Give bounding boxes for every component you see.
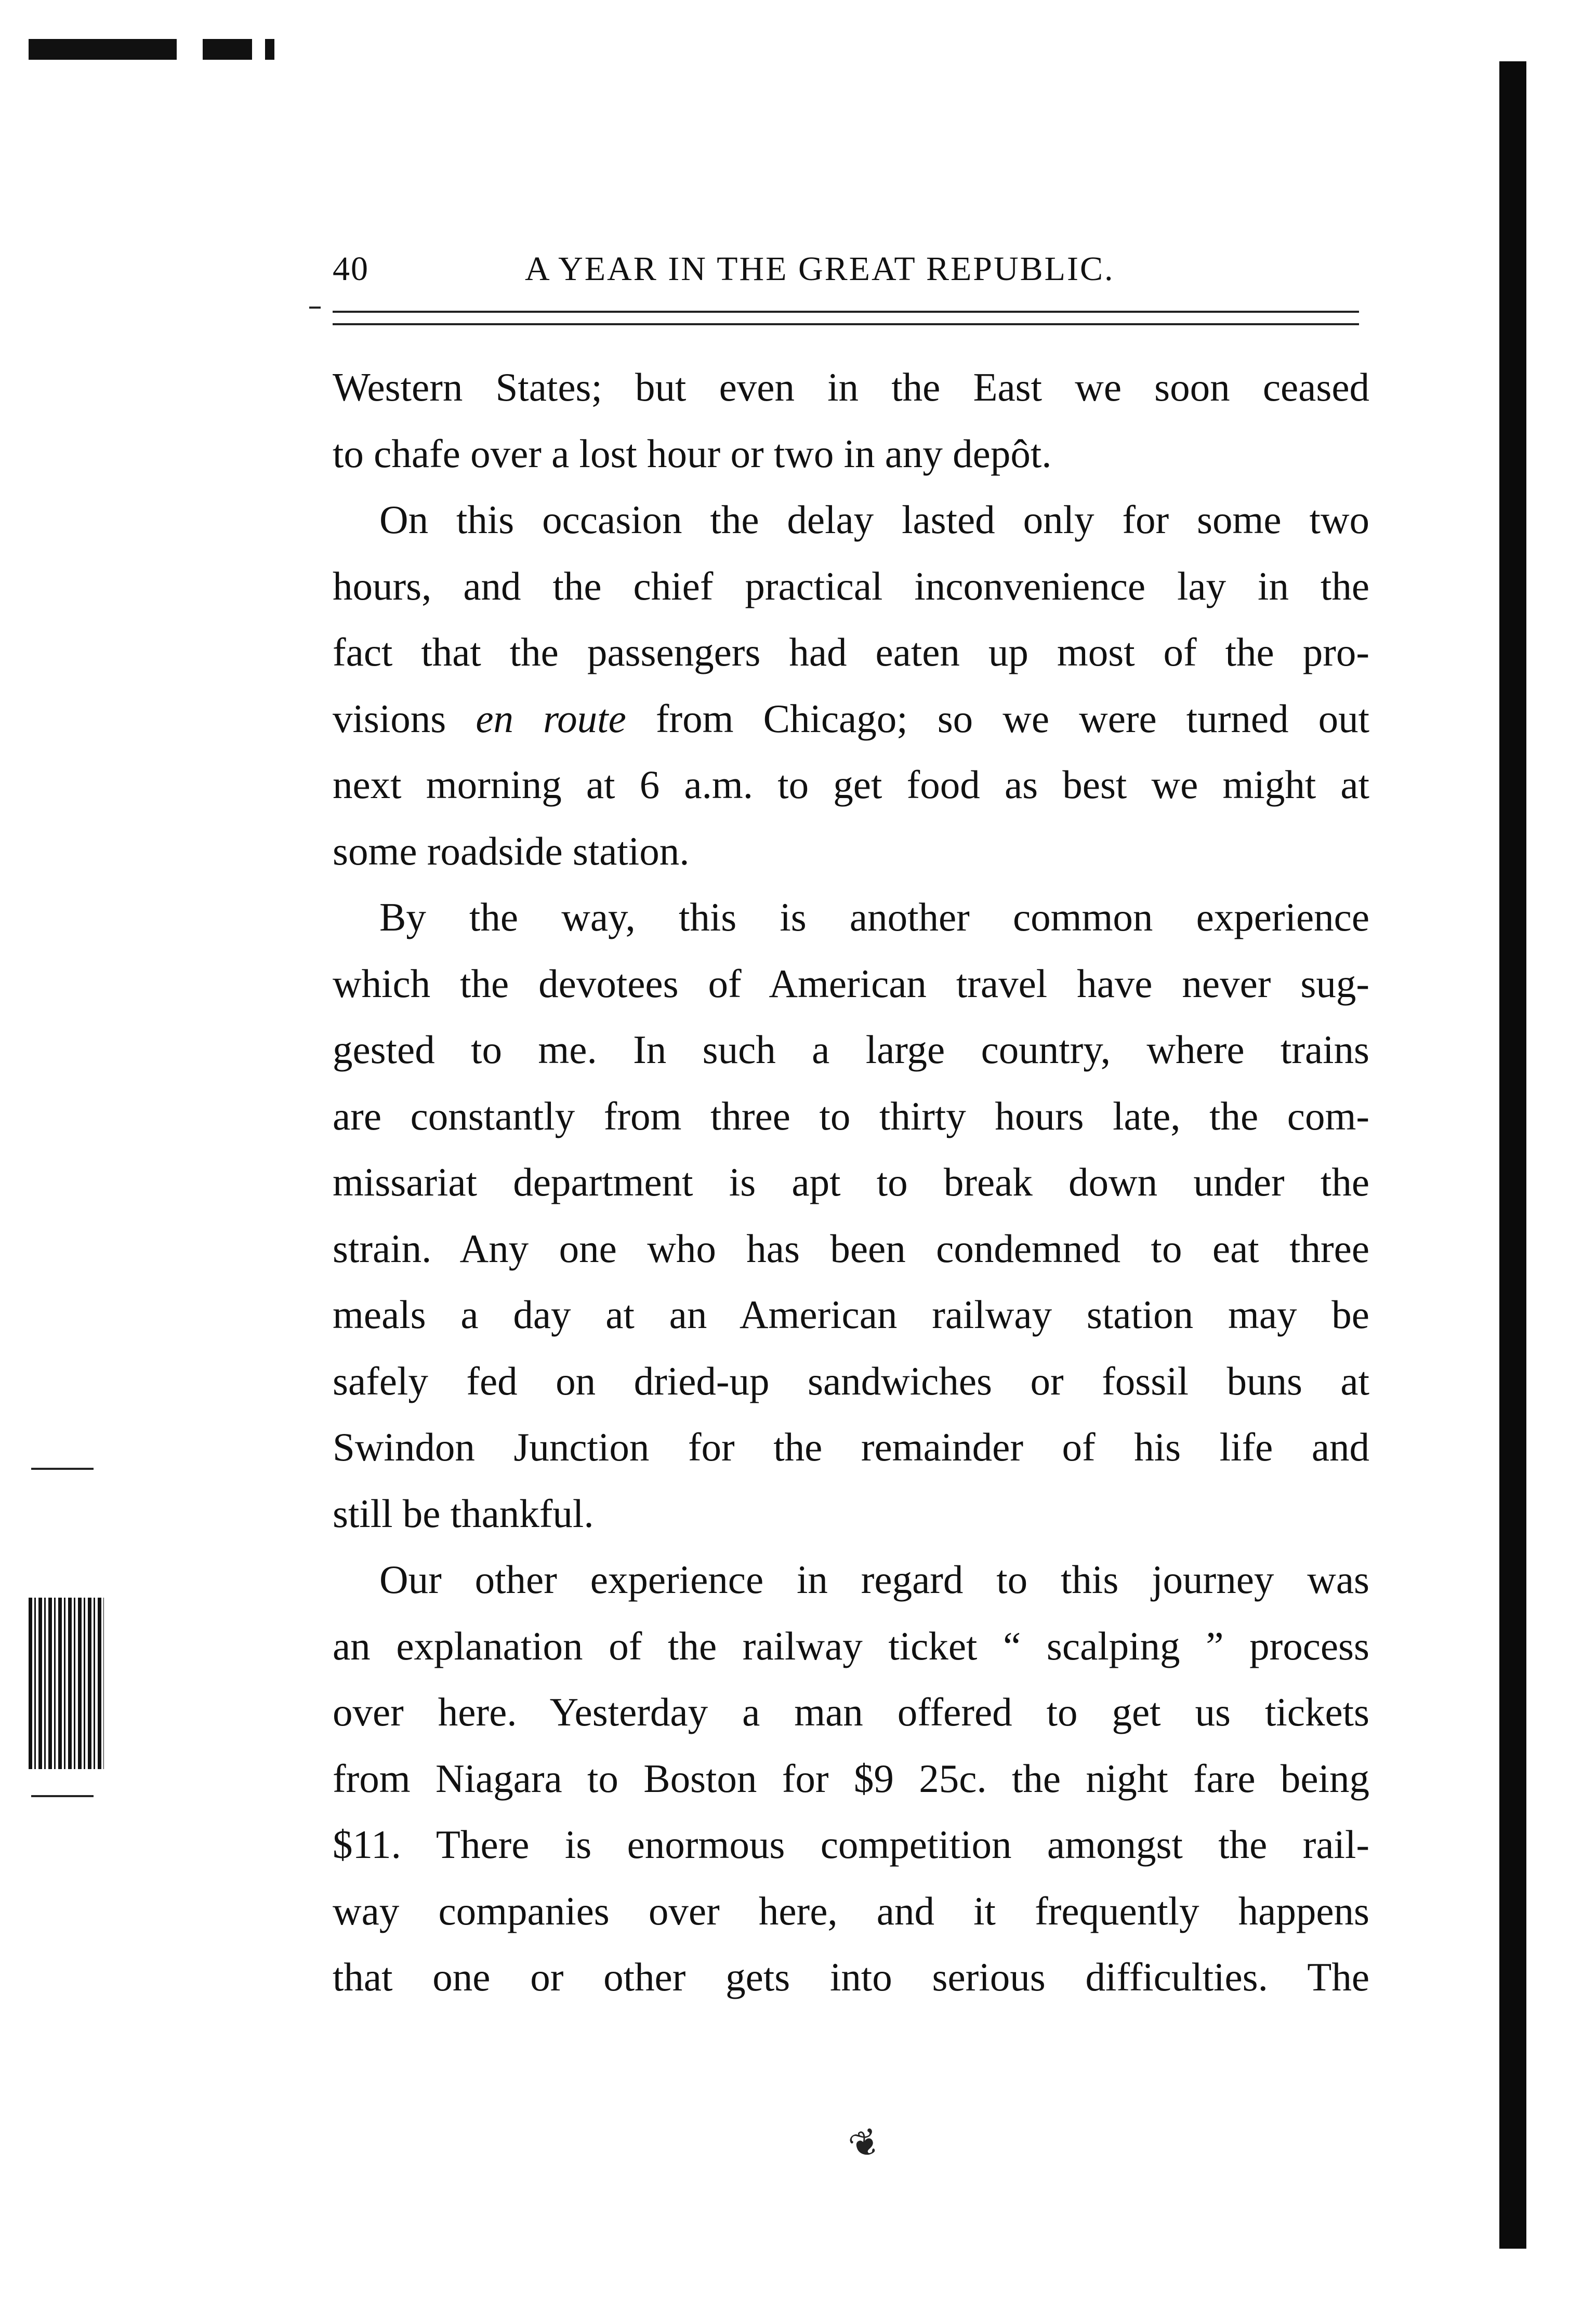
text-line: from Niagara to Boston for $9 25c. the night fare being bbox=[333, 1756, 1369, 1801]
italic-phrase: en route bbox=[476, 696, 626, 741]
page-number: 40 bbox=[333, 250, 369, 288]
text-line: an explanation of the railway ticket “ scalping ” process bbox=[333, 1623, 1369, 1668]
text-line: are constantly from three to thirty hours late, the com- bbox=[333, 1093, 1369, 1138]
text-line: missariat department is apt to break down under the bbox=[333, 1160, 1369, 1204]
margin-tick bbox=[309, 307, 321, 309]
text-line: On this occasion the delay lasted only for some two bbox=[379, 497, 1369, 542]
scan-mark-top-left-3 bbox=[265, 39, 274, 60]
scan-mark-top-left-2 bbox=[203, 39, 252, 60]
text-line bbox=[333, 686, 1369, 752]
text-line: Western States; but even in the East we soon ceased bbox=[333, 365, 1369, 409]
header-rule-top bbox=[333, 311, 1359, 313]
margin-tick bbox=[31, 1795, 94, 1797]
text-line: By the way, this is another common experience bbox=[379, 895, 1369, 939]
margin-tick bbox=[31, 1468, 94, 1470]
text-line: that one or other gets into serious difficulties. The bbox=[333, 1955, 1369, 1999]
body-text bbox=[333, 354, 1369, 2011]
text-line: strain. Any one who has been condemned to eat three bbox=[333, 1226, 1369, 1271]
scan-shadow-bar bbox=[1499, 61, 1526, 2249]
text-fragment: visions bbox=[333, 696, 476, 741]
text-line: way companies over here, and it frequently happens bbox=[333, 1888, 1369, 1933]
running-title: A YEAR IN THE GREAT REPUBLIC. bbox=[525, 250, 1115, 288]
text-line: next morning at 6 a.m. to get food as best we might at bbox=[333, 762, 1369, 807]
scan-mark-top-left-1 bbox=[29, 39, 177, 60]
text-line: hours, and the chief practical inconvenience lay in the bbox=[333, 563, 1369, 608]
text-line: still be thankful. bbox=[333, 1491, 594, 1536]
text-line: Our other experience in regard to this journey was bbox=[379, 1557, 1369, 1602]
text-line: some roadside station. bbox=[333, 828, 690, 873]
text-line: Swindon Junction for the remainder of his life and bbox=[333, 1425, 1369, 1469]
text-line: which the devotees of American travel have never sug- bbox=[333, 961, 1369, 1006]
ornament-mark-icon: ❦ bbox=[843, 2120, 887, 2169]
barcode-strip bbox=[29, 1598, 104, 1769]
text-line: over here. Yesterday a man offered to get us tickets bbox=[333, 1690, 1369, 1734]
running-head bbox=[333, 249, 1372, 301]
header-rule-bottom bbox=[333, 323, 1359, 325]
text-line: $11. There is enormous competition amongst the rail- bbox=[333, 1822, 1369, 1867]
text-line: to chafe over a lost hour or two in any depôt. bbox=[333, 431, 1052, 476]
text-line: gested to me. In such a large country, where trains bbox=[333, 1027, 1369, 1072]
text-line: fact that the passengers had eaten up most of the pro- bbox=[333, 630, 1369, 674]
text-line: safely fed on dried-up sandwiches or fossil buns at bbox=[333, 1358, 1369, 1403]
text-line: meals a day at an American railway station may be bbox=[333, 1292, 1369, 1337]
text-fragment: from Chicago; so we were turned out bbox=[626, 696, 1370, 741]
